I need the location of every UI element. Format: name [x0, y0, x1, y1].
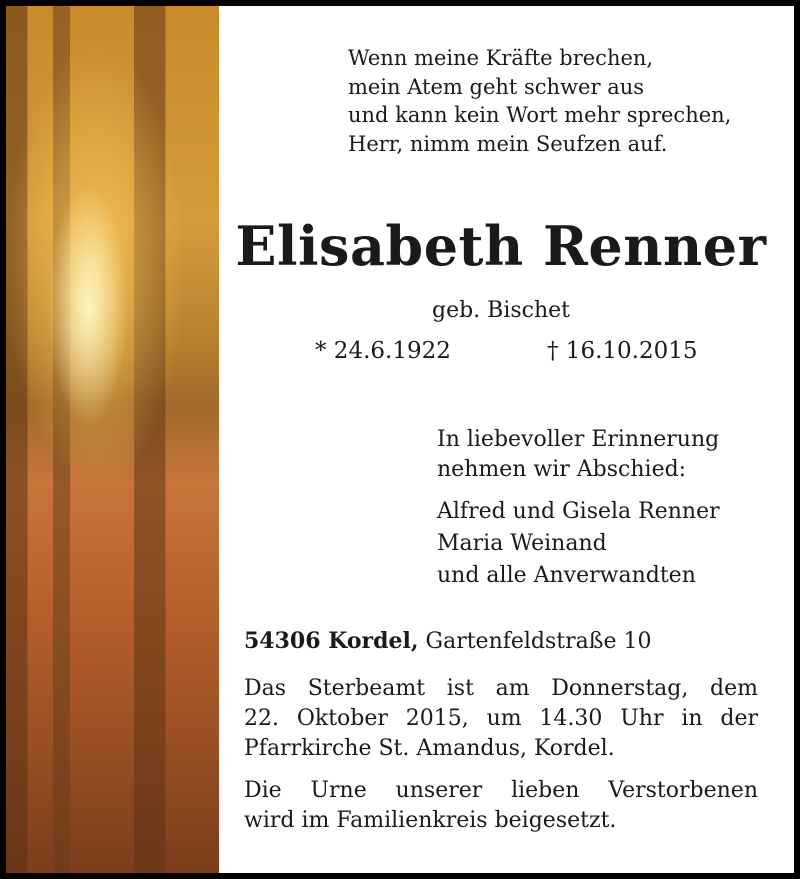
funeral-mass-text — [244, 674, 758, 764]
text-line: Die Urne unserer lieben Verstorbenen — [244, 778, 758, 803]
text-line: wird im Familienkreis beigesetzt. — [244, 808, 617, 833]
birth-date: * 24.6.1922 — [315, 338, 451, 364]
deceased-name: Elisabeth Renner — [235, 214, 767, 278]
mourner: Maria Weinand — [437, 531, 607, 556]
poem-line: Wenn meine Kräfte brechen, — [348, 46, 654, 70]
text-line: 22. Oktober 2015, um 14.30 Uhr in der — [244, 706, 758, 731]
obituary-notice — [6, 6, 794, 873]
poem-line: Herr, nimm mein Seufzen auf. — [348, 131, 668, 156]
mourners-list — [437, 496, 720, 592]
text-line: Das Sterbeamt ist am Donnerstag, dem — [244, 676, 758, 701]
address — [244, 628, 651, 654]
mourner: Alfred und Gisela Renner — [437, 499, 720, 524]
poem-line: mein Atem geht schwer aus — [348, 74, 645, 99]
memorial-line: In liebevoller Erinnerung — [437, 427, 720, 452]
address-town: 54306 Kordel, — [244, 628, 419, 654]
poem-line: und kann kein Wort mehr sprechen, — [348, 103, 732, 127]
text-line: Pfarrkirche St. Amandus, Kordel. — [244, 736, 615, 761]
maiden-name: geb. Bischet — [431, 298, 570, 323]
poem — [348, 44, 731, 158]
memorial-text — [437, 425, 719, 485]
forest-path-photo — [6, 6, 219, 873]
memorial-line: nehmen wir Abschied: — [437, 457, 687, 482]
mourner: und alle Anverwandten — [437, 563, 696, 588]
address-street: Gartenfeldstraße 10 — [425, 629, 652, 654]
urn-burial-text — [244, 776, 758, 836]
death-date: † 16.10.2015 — [547, 338, 698, 364]
